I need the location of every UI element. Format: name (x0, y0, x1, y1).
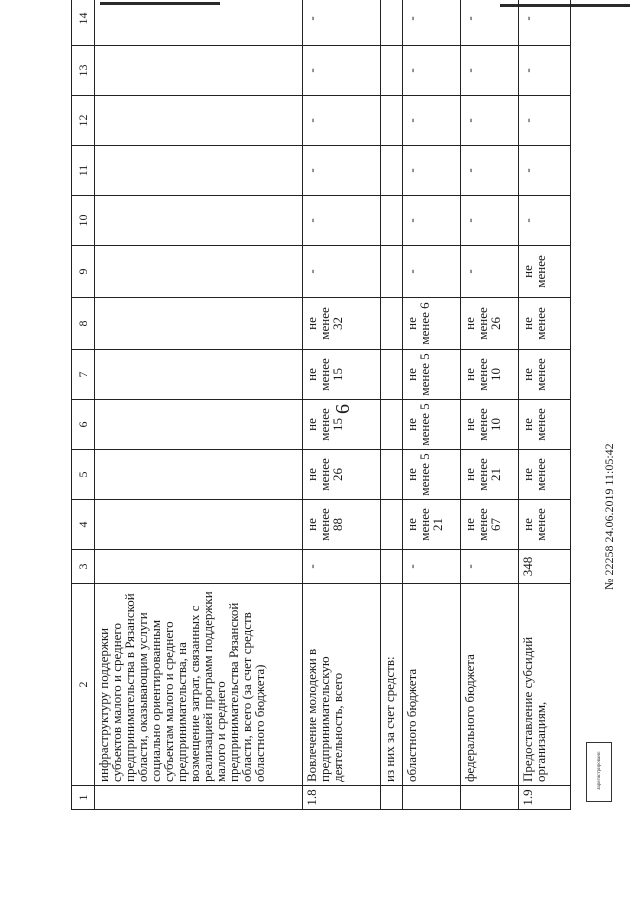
value-cell: - (519, 196, 571, 246)
header-cell: 14 (72, 0, 95, 46)
value-cell: - (303, 550, 381, 584)
value-cell: - (303, 46, 381, 96)
value-cell: 348 (519, 550, 571, 584)
indicator-name-cell: из них за счет средств: (381, 584, 403, 786)
value-cell (381, 298, 403, 350)
value-cell: - (461, 0, 519, 46)
value-cell (95, 550, 303, 584)
value-cell (95, 450, 303, 500)
value-cell: - (303, 146, 381, 196)
value-cell (95, 298, 303, 350)
row-number-cell (403, 786, 461, 810)
value-cell (95, 350, 303, 400)
value-cell (381, 450, 403, 500)
value-cell (95, 400, 303, 450)
page-number: 6 (332, 404, 354, 414)
value-cell: - (461, 246, 519, 298)
indicator-name-cell: инфраструктуру поддержки субъектов малого и среднего предпринимательства в Рязанской области, оказывающим услуги социально ориентированным субъектам малого и среднего предпринимательства, на возмещение затрат, связанных с реализацией программ поддержки малого и среднего предпринимательства Рязанской области, всего (за счет средств областного бюджета) (95, 584, 303, 786)
value-cell: - (519, 0, 571, 46)
value-cell: - (461, 46, 519, 96)
value-cell (381, 146, 403, 196)
row-number-cell: 1.9 (519, 786, 571, 810)
rotated-table (71, 12, 627, 810)
header-cell: 10 (72, 196, 95, 246)
value-cell: не менее 5 (403, 350, 461, 400)
value-cell: не менее 10 (461, 400, 519, 450)
value-cell: не менее 32 (303, 298, 381, 350)
value-cell: не менее (519, 500, 571, 550)
value-cell (95, 146, 303, 196)
table-row (303, 0, 381, 810)
table-row (461, 0, 519, 810)
stamp-text: Зарегистрировано (596, 751, 602, 791)
value-cell: не менее 6 (403, 298, 461, 350)
value-cell (95, 246, 303, 298)
value-cell: не менее 67 (461, 500, 519, 550)
row-number-cell (461, 786, 519, 810)
value-cell (381, 400, 403, 450)
header-cell: 3 (72, 550, 95, 584)
header-cell: 12 (72, 96, 95, 146)
row-number-cell (381, 786, 403, 810)
header-cell: 4 (72, 500, 95, 550)
table-row (95, 0, 303, 810)
registration-footer: № 22258 24.06.2019 11:05:42 (602, 443, 616, 590)
value-cell: - (303, 0, 381, 46)
value-cell (381, 246, 403, 298)
indicator-name-cell: Предоставление субсидий организациям, (519, 584, 571, 786)
value-cell (381, 550, 403, 584)
header-cell: 1 (72, 786, 95, 810)
value-cell (95, 196, 303, 246)
value-cell: не менее (519, 246, 571, 298)
table-row (403, 0, 461, 810)
value-cell (95, 500, 303, 550)
value-cell: - (519, 146, 571, 196)
header-row (72, 0, 95, 810)
indicator-name-cell: областного бюджета (403, 584, 461, 786)
value-cell: не менее 26 (461, 298, 519, 350)
value-cell: не менее (519, 450, 571, 500)
value-cell: не менее 5 (403, 400, 461, 450)
value-cell: - (403, 96, 461, 146)
value-cell (95, 0, 303, 46)
value-cell: не менее 15 (303, 350, 381, 400)
value-cell: - (303, 196, 381, 246)
value-cell (95, 46, 303, 96)
header-cell: 9 (72, 246, 95, 298)
value-cell: - (403, 0, 461, 46)
header-cell: 2 (72, 584, 95, 786)
value-cell: - (403, 196, 461, 246)
header-cell: 8 (72, 298, 95, 350)
value-cell: - (403, 146, 461, 196)
indicator-name-cell: Вовлечение молодежи в предпринимательскую деятельность, всего (303, 584, 381, 786)
header-cell: 13 (72, 46, 95, 96)
value-cell: не менее 26 (303, 450, 381, 500)
value-cell: - (519, 96, 571, 146)
registration-stamp (586, 742, 612, 802)
header-cell: 5 (72, 450, 95, 500)
value-cell (381, 0, 403, 46)
value-cell: - (403, 550, 461, 584)
indicator-table (71, 0, 571, 810)
value-cell: не менее 88 (303, 500, 381, 550)
table-row (519, 0, 571, 810)
header-cell: 6 (72, 400, 95, 450)
header-cell: 7 (72, 350, 95, 400)
value-cell: не менее (519, 400, 571, 450)
value-cell: - (403, 46, 461, 96)
value-cell: - (303, 96, 381, 146)
indicator-name-cell: федерального бюджета (461, 584, 519, 786)
value-cell: не менее 10 (461, 350, 519, 400)
value-cell: не менее 21 (403, 500, 461, 550)
value-cell (381, 96, 403, 146)
value-cell: не менее 21 (461, 450, 519, 500)
table-header (72, 0, 95, 810)
table-row (381, 0, 403, 810)
value-cell: - (461, 550, 519, 584)
table-body (95, 0, 571, 810)
value-cell: не менее (519, 298, 571, 350)
value-cell (95, 96, 303, 146)
value-cell: не менее 15 (303, 400, 381, 450)
value-cell: - (303, 246, 381, 298)
value-cell: не менее (519, 350, 571, 400)
value-cell (381, 46, 403, 96)
value-cell: - (403, 246, 461, 298)
header-cell: 11 (72, 146, 95, 196)
value-cell: - (461, 146, 519, 196)
rotated-table-container (71, 12, 627, 810)
value-cell: - (461, 96, 519, 146)
value-cell: не менее 5 (403, 450, 461, 500)
value-cell (381, 196, 403, 246)
value-cell: - (461, 196, 519, 246)
value-cell (381, 350, 403, 400)
row-number-cell (95, 786, 303, 810)
row-number-cell: 1.8 (303, 786, 381, 810)
value-cell: - (519, 46, 571, 96)
value-cell (381, 500, 403, 550)
